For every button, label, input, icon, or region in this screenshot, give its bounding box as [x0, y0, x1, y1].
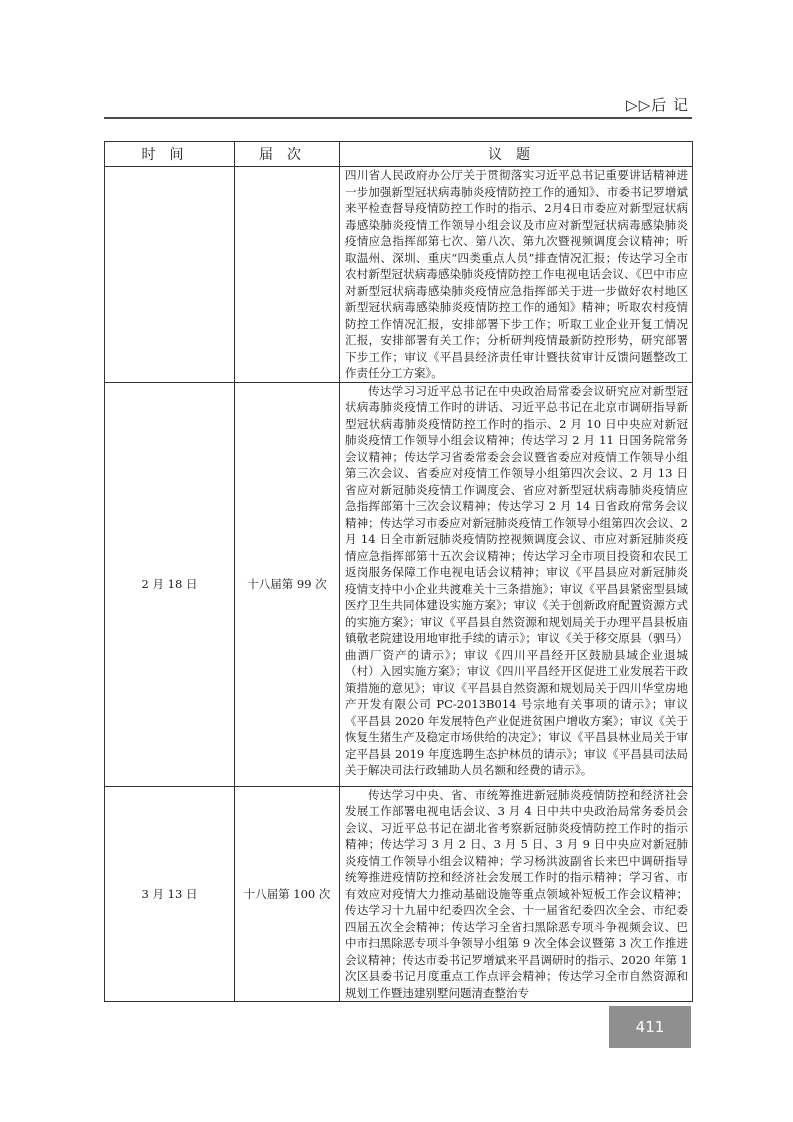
- meeting-agenda-table: [104, 141, 693, 1002]
- date-cell: [105, 167, 235, 383]
- topic-cell: 传达学习中央、省、市统筹推进新冠肺炎疫情防控和经济社会发展工作部署电视电话会议、3 月 4 日中共中央政治局常务委员会会议、习近平总书记在湖北省考察新冠肺炎疫情防控工作时的指示精神；传达学习 3 月 2 日、3 月 5 日、3 月 9 日中央应对新冠肺炎疫情工作领导小组会议精神；学习杨洪波副省长来巴中调研指导统筹推进疫情防控和经济社会发展工作时的指示精神；学习省、市有效应对疫情大力推动基础设施等重点领域补短板工作会议精神；传达学习十九届中纪委四次全会、十一届省纪委四次全会、市纪委四届五次全会精神；传达学习全省扫黑除恶专项斗争视频会议、巴中市扫黑除恶专项斗争领导小组第 9 次全体会议暨第 3 次工作推进会议精神；传达市委书记罗增斌来平昌调研时的指示、2020 年第 1 次区县委书记月度重点工作点评会精神；传达学习全市自然资源和规划工作暨违建别墅问题清查整治专: [340, 786, 693, 1002]
- page-number: 411: [609, 1006, 691, 1048]
- section-marker: ▷▷后 记: [626, 96, 689, 114]
- session-cell: 十八届第 100 次: [235, 786, 340, 1002]
- topic-cell: 传达学习习近平总书记在中央政治局常委会议研究应对新型冠状病毒肺炎疫情工作时的讲话、习近平总书记在北京市调研指导新型冠状病毒肺炎疫情防控工作时的指示、2 月 10 日中央应对新冠肺炎疫情工作领导小组会议精神；传达学习 2 月 11 日国务院常务会议精神；传达学习省委常委会会议暨省委应对疫情工作领导小组第三次会议、省委应对疫情工作领导小组第四次会议、2 月 13 日省应对新冠肺炎疫情工作调度会、省应对新型冠状病毒肺炎疫情应急指挥部第十三次会议精神；传达学习 2 月 14 日省政府常务会议精神；传达学习市委应对新冠肺炎疫情工作领导小组第四次会议、2 月 14 日全市新冠肺炎疫情防控视频调度会议、市应对新冠肺炎疫情应急指挥部第十五次会议精神；传达学习全市项目投资和农民工返岗服务保障工作电视电话会议精神；审议《平昌县应对新冠肺炎疫情支持中小企业共渡难关十三条措施》；审议《平昌县紧密型县域医疗卫生共同体建设实施方案》；审议《关于创新政府配置资源方式的实施方案》；审议《平昌县自然资源和规划局关于办理平昌县板庙镇敬老院建设用地审批手续的请示》；审议《关于移交原县（驷马）曲酒厂资产的请示》；审议《四川平昌经开区鼓励县域企业退城（村）入园实施方案》；审议《四川平昌经开区促进工业发展若干政策措施的意见》；审议《平昌县自然资源和规划局关于四川华堂房地产开发有限公司 PC-2013B014 号宗地有关事项的请示》；审议《平昌县 2020 年发展特色产业促进贫困户增收方案》；审议《关于恢复生猪生产及稳定市场供给的决定》；审议《平昌县林业局关于审定平昌县 2019 年度选聘生态护林员的请示》；审议《平昌县司法局关于解决司法行政辅助人员名额和经费的请示》。: [340, 382, 693, 786]
- session-cell: 十八届第 99 次: [235, 382, 340, 786]
- date-cell: 3 月 13 日: [105, 786, 235, 1002]
- topic-cell: 四川省人民政府办公厅关于贯彻落实习近平总书记重要讲话精神进一步加强新型冠状病毒肺炎疫情防控工作的通知》、市委书记罗增斌来平检查督导疫情防控工作时的指示、2月4日市委应对新型冠状病毒感染肺炎疫情工作领导小组会议及市应对新型冠状病毒感染肺炎疫情应急指挥部第七次、第八次、第九次暨视频调度会议精神；听取温州、深圳、重庆“四类重点人员”排查情况汇报；传达学习全市农村新型冠状病毒感染肺炎疫情防控工作电视电话会议、《巴中市应对新型冠状病毒感染肺炎疫情应急指挥部关于进一步做好农村地区新型冠状病毒感染肺炎疫情防控工作的通知》精神；听取农村疫情防控工作情况汇报，安排部署下步工作；听取工业企业开复工情况汇报，安排部署有关工作；分析研判疫情最新防控形势，研究部署下步工作；审议《平昌县经济责任审计暨扶贫审计反馈问题整改工作责任分工方案》。: [340, 167, 693, 383]
- table-row: [105, 382, 693, 786]
- table-header-row: [105, 142, 693, 167]
- date-cell: 2 月 18 日: [105, 382, 235, 786]
- header-rule: [104, 117, 692, 119]
- column-header-session: 届次: [235, 142, 340, 167]
- table-row: [105, 167, 693, 383]
- column-header-topic: 议题: [340, 142, 693, 167]
- session-cell: [235, 167, 340, 383]
- column-header-time: 时间: [105, 142, 235, 167]
- table-row: [105, 786, 693, 1002]
